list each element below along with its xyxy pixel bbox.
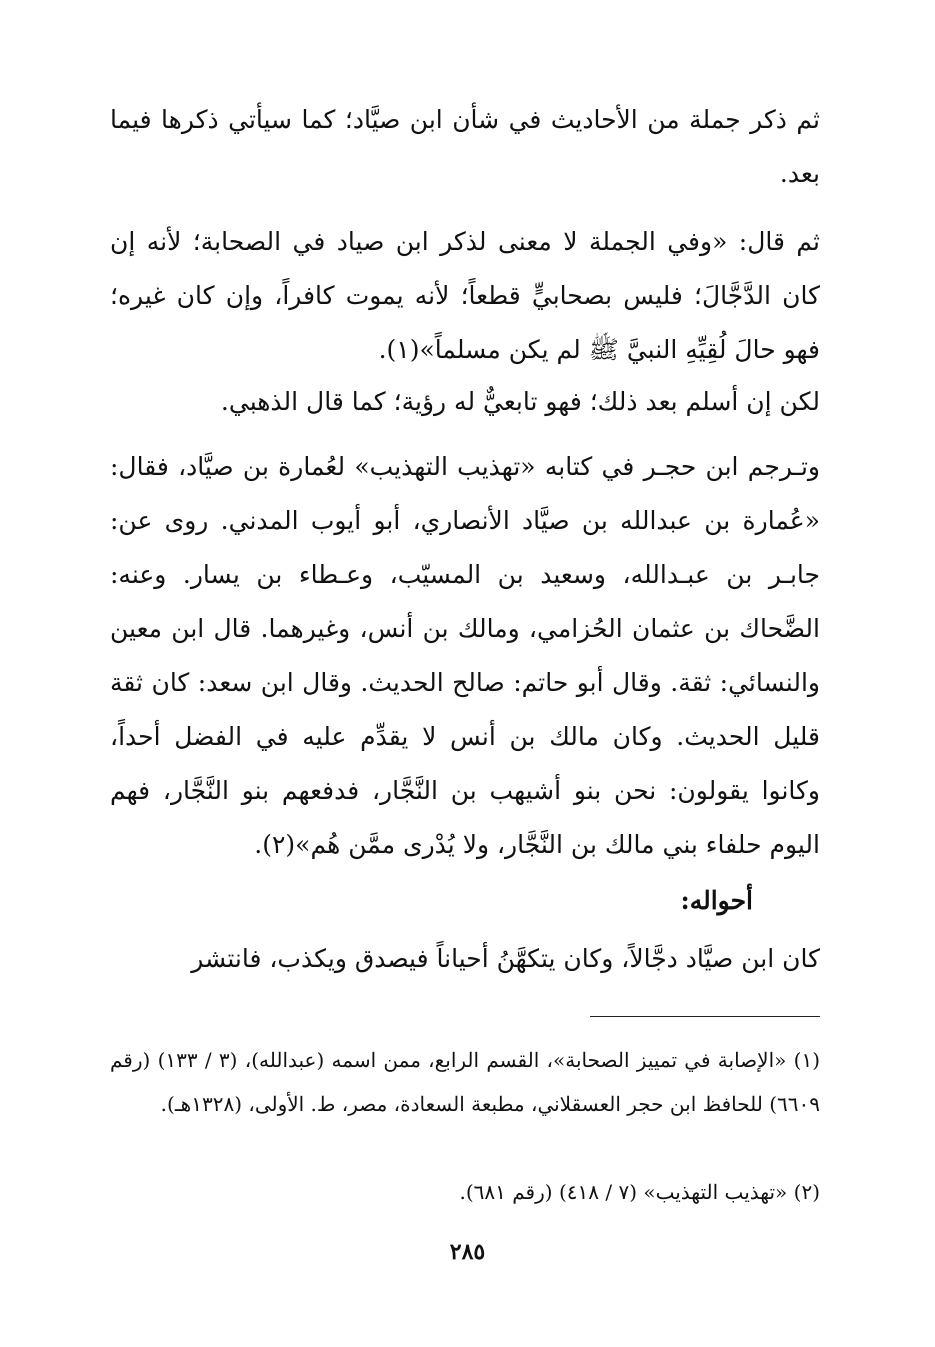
section-heading: أحواله: xyxy=(680,886,753,915)
paragraph-text: ثم قال: «وفي الجملة لا معنى لذكر ابن صياد في الصحابة؛ لأنه إن كان الدَّجَّالَ؛ فليس بصحابيٍّ قطعاً؛ لأنه يموت كافراً، وإن كان غيره؛ فهو حالَ لُقِيِّهِ النبيَّ ﷺ لم يكن مسلماً»(١). xyxy=(110,227,820,364)
body-paragraph-3 xyxy=(110,375,820,429)
paragraph-text: وتـرجم ابن حجـر في كتابه «تهذيب التهذيب» لعُمارة بن صيَّاد، فقال: «عُمارة بن عبدالله بن صيَّاد الأنصاري، أبو أيوب المدني. روى عن: جابـر بن عبـدالله، وسعيد بن المسيّب، وعـطاء بن يسار. وعنه: الضَّحاك بن عثمان الحُزامي، ومالك بن أنس، وغيرهما. قال ابن معين والنسائي: ثقة. وقال أبو حاتم: صالح الحديث. وقال ابن سعد: كان ثقة قليل الحديث. وكان مالك بن أنس لا يقدِّم عليه في الفضل أحداً، وكانوا يقولون: نحن بنو أشيهب بن النَّجَّار، فدفعهم بنو النَّجَّار، فهم اليوم حلفاء بني مالك بن النَّجَّار، ولا يُدْرى ممَّن هُم»(٢). xyxy=(110,452,820,859)
footnote-divider xyxy=(590,1016,820,1017)
footnote-1 xyxy=(110,1038,820,1126)
body-paragraph-2 xyxy=(110,215,820,377)
footnote-text: (٢) «تهذيب التهذيب» (٧ / ٤١٨) (رقم ٦٨١). xyxy=(459,1180,820,1204)
footnote-2 xyxy=(110,1170,820,1214)
footnote-text: (١) «الإصابة في تمييز الصحابة»، القسم الرابع، ممن اسمه (عبدالله)، (٣ / ١٣٣) (رقم ٦٦٠٩) للحافظ ابن حجر العسقلاني، مطبعة السعادة، مصر، ط. الأولى، (١٣٢٨هـ). xyxy=(110,1048,820,1116)
paragraph-text: ثم ذكر جملة من الأحاديث في شأن ابن صيَّاد؛ كما سيأتي ذكرها فيما بعد. xyxy=(110,105,820,188)
paragraph-text: كان ابن صيَّاد دجَّالاً، وكان يتكهَّنُ أحياناً فيصدق ويكذب، فانتشر xyxy=(191,944,820,973)
body-paragraph-4 xyxy=(110,440,820,872)
paragraph-text: لكن إن أسلم بعد ذلك؛ فهو تابعيٌّ له رؤية؛ كما قال الذهبي. xyxy=(220,387,820,416)
page-number: ٢٨٥ xyxy=(449,1239,486,1265)
body-paragraph-1 xyxy=(110,93,820,201)
body-paragraph-5 xyxy=(110,932,820,986)
